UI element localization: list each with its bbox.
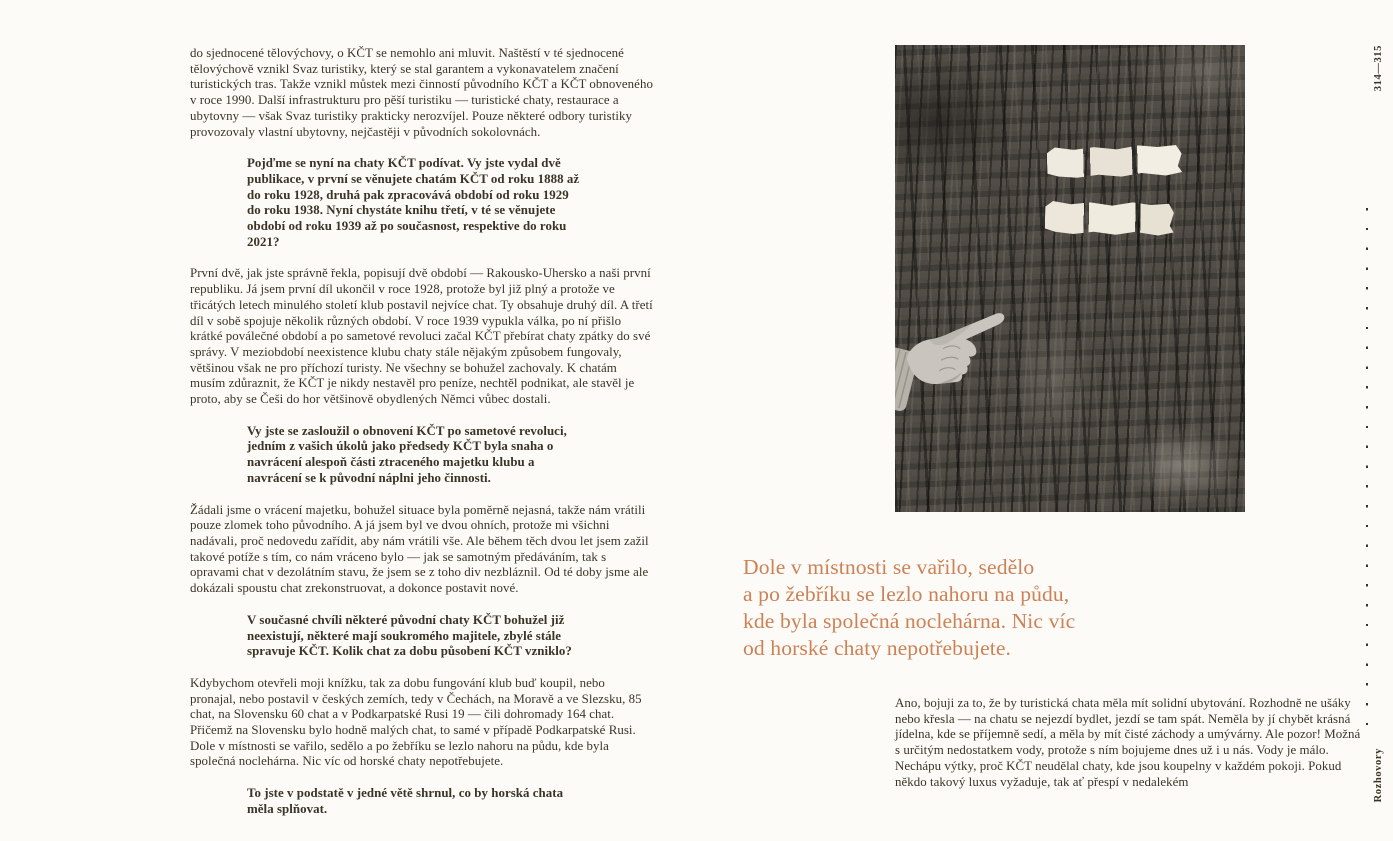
question-paragraph: To jste v podstatě v jedné větě shrnul, co by horská chata měla splňovat. <box>247 786 564 816</box>
pull-quote <box>743 554 1088 662</box>
section-label: Rozhovory <box>1373 748 1384 803</box>
interview-column <box>190 46 653 834</box>
dotted-rule <box>1366 208 1368 742</box>
question-paragraph: Pojďme se nyní na chaty KČT podívat. Vy jste vydal dvě publikace, v první se věnujete chatám KČT od roku 1888 až do roku 1928, druhá pak zpracovává období od roku 1929 do roku 1938. Nyní chystáte knihu třetí, v té se věnujete období od roku 1939 až po současnost, respektive do roku 2021? <box>247 156 580 249</box>
page-number: 314—315 <box>1373 45 1384 92</box>
pull-quote-line: a po žebříku se lezlo nahoru na půdu, <box>743 582 1070 606</box>
bark-photo <box>895 45 1245 512</box>
question-paragraph: Vy jste se zasloužil o obnovení KČT po sametové revoluci, jedním z vašich úkolů jako předsedy KČT byla snaha o navrácení alespoň části ztraceného majetku klubu a navrácení se k původní náplni jeho činnosti. <box>247 423 567 485</box>
pointing-hand <box>895 262 1021 439</box>
trail-blaze-bottom-stripe <box>1045 201 1174 236</box>
question-paragraph: V současné chvíli některé původní chaty KČT bohužel již neexistují, některé mají soukromého majitele, zbylé stále spravuje KČT. Kolik chat za dobu působení KČT vzniklo? <box>247 612 572 659</box>
answer-paragraph: První dvě, jak jste správně řekla, popisují dvě období — Rakousko-Uhersko a naši první republiku. Já jsem první díl ukončil v roce 1928, protože byl již plný a protože ve třicátých letech minulého století klub postavil nejvíce chat. Ty obsahuje druhý díl. A třetí díl v sobě spojuje několik různých období. V roce 1939 vypukla válka, po ní přišlo krátké poválečné období a po sametové revoluci začal KČT přebírat chaty zpátky do své správy. V meziobdobí neexistence klubu chaty stále nějakým způsobem fungovaly, většinou však ne pro příchozí turisty. Ne všechny se bohužel zachovaly. K chatám musím zdůraznit, že KČT je nikdy nestavěl pro peníze, nechtěl podnikat, ale stavěl je proto, aby se Češi do hor většinově obydlených Němci vůbec dostali. <box>190 266 653 407</box>
answer-paragraph: Ano, bojuji za to, že by turistická chata měla mít solidní ubytování. Rozhodně ne ušáky nebo křesla — na chatu se nejezdí bydlet, jezdí se tam spát. Neměla by jí chybět krásná jídelna, kde se příjemně sedí, a měla by mít čisté záchody a umývárny. Ale pozor! Možná s určitým nedostatkem vody, protože s ním bojujeme dnes už i u nás. Vody je málo. Nechápu výtky, proč KČT neudělal chaty, kde jsou koupelny v každém pokoji. Pokud někdo takový luxus vyžaduje, tak ať přespí v nedalekém <box>895 696 1361 789</box>
answer-paragraph: Žádali jsme o vrácení majetku, bohužel situace byla poměrně nejasná, takže nám vrátili pouze zlomek toho původního. A já jsem byl ve dvou ohních, protože mi všichni nadávali, proč nedovedu zařídit, aby nám vrátili vše. Ale během těch dvou let jsem zažil takové potíže s tím, co nám vráceno bylo — jak se samotným předáváním, tak s opravami chat v dezolátním stavu, že jsem se z toho div nezbláznil. Od té doby jsme ale dokázali spoustu chat zrekonstruovat, a dokonce postavit nové. <box>190 502 649 596</box>
answer-paragraph: Kdybychom otevřeli moji knížku, tak za dobu fungování klub buď koupil, nebo pronajal, nebo postavil v českých zemích, tedy v Čechách, na Moravě a ve Slezsku, 85 chat, na Slovensku 60 chat a v Podkarpatské Rusi 19 — čili dohromady 164 chat. Přičemž na Slovensku bylo hodně malých chat, to samé v případě Podkarpatské Rusi. Dole v místnosti se vařilo, sedělo a po žebříku se lezlo nahoru na půdu, kde byla společná noclehárna. Nic víc od horské chaty nepotřebujete. <box>190 675 642 769</box>
pull-quote-line: kde byla společná noclehárna. Nic víc <box>743 609 1076 633</box>
pull-quote-line: od horské chaty nepotřebujete. <box>743 636 1012 660</box>
pull-quote-line: Dole v místnosti se vařilo, sedělo <box>743 555 1035 579</box>
trail-blaze-top-stripe <box>1047 144 1183 178</box>
answer-paragraph: do sjednocené tělovýchovy, o KČT se nemohlo ani mluvit. Naštěstí v té sjednocené tělovýchově vznikl Svaz turistiky, který se stal garantem a vykonavatelem značení turistických tras. Takže vznikl můstek mezi činností původního KČT a KČT obnoveného v roce 1990. Další infrastrukturu pro pěší turistiku — turistické chaty, restaurace a ubytovny — však Svaz turistiky prakticky nerozvíjel. Pouze některé odbory turistiky provozovaly vlastní ubytovny, nejčastěji v původních sokolovnách. <box>190 46 653 139</box>
